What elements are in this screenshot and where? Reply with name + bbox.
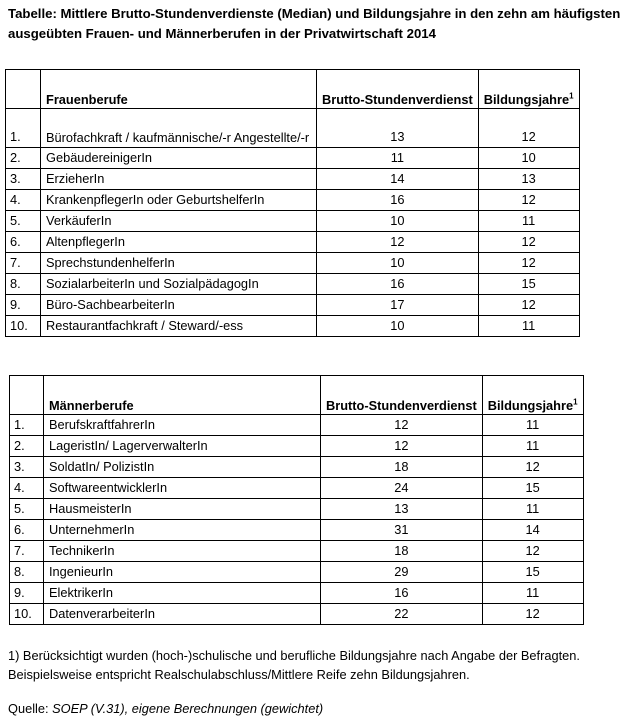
wage-cell: 12 — [321, 415, 483, 436]
job-cell: Bürofachkraft / kaufmännische/-r Angestellte/-r — [41, 109, 317, 148]
job-cell: LageristIn/ LagerverwalterIn — [44, 436, 321, 457]
source-line — [8, 699, 323, 718]
rank-header — [10, 376, 44, 415]
table-row — [10, 415, 584, 436]
education-years-cell: 11 — [482, 583, 583, 604]
rank-cell: 7. — [10, 541, 44, 562]
table-row — [10, 541, 584, 562]
table-row — [6, 109, 580, 148]
education-years-cell: 12 — [478, 190, 579, 211]
rank-cell: 2. — [6, 148, 41, 169]
job-cell: BerufskraftfahrerIn — [44, 415, 321, 436]
education-years-cell: 11 — [482, 499, 583, 520]
education-years-cell: 15 — [482, 562, 583, 583]
table-title: Tabelle: Mittlere Brutto-Stundenverdienste (Median) und Bildungsjahre in den zehn am häufigsten ausgeübten Frauen- und Männerberufen in der Privatwirtschaft 2014 — [8, 6, 621, 41]
job-cell: ErzieherIn — [41, 169, 317, 190]
wage-cell: 10 — [317, 253, 479, 274]
rank-cell: 3. — [6, 169, 41, 190]
job-cell: SoldatIn/ PolizistIn — [44, 457, 321, 478]
rank-cell: 6. — [10, 520, 44, 541]
rank-header — [6, 70, 41, 109]
wage-cell: 29 — [321, 562, 483, 583]
wage-cell: 13 — [321, 499, 483, 520]
rank-cell: 1. — [10, 415, 44, 436]
wage-cell: 12 — [321, 436, 483, 457]
education-years-cell: 13 — [478, 169, 579, 190]
rank-cell: 6. — [6, 232, 41, 253]
rank-cell: 7. — [6, 253, 41, 274]
wage-cell: 16 — [317, 190, 479, 211]
table-row — [10, 436, 584, 457]
wage-cell: 16 — [321, 583, 483, 604]
job-cell: SozialarbeiterIn und SozialpädagogIn — [41, 274, 317, 295]
job-cell: SprechstundenhelferIn — [41, 253, 317, 274]
wage-cell: 17 — [317, 295, 479, 316]
source-text: SOEP (V.31), eigene Berechnungen (gewichtet) — [52, 701, 324, 716]
education-header — [478, 70, 579, 109]
education-years-cell: 12 — [482, 541, 583, 562]
table-row — [10, 520, 584, 541]
table-row — [6, 295, 580, 316]
women-jobs-header: Frauenberufe — [41, 70, 317, 109]
wage-cell: 10 — [317, 211, 479, 232]
education-years-cell: 12 — [478, 253, 579, 274]
job-cell: ElektrikerIn — [44, 583, 321, 604]
rank-cell: 5. — [6, 211, 41, 232]
education-years-cell: 10 — [478, 148, 579, 169]
men-jobs-header: Männerberufe — [44, 376, 321, 415]
job-cell: IngenieurIn — [44, 562, 321, 583]
education-years-cell: 12 — [482, 604, 583, 625]
table-row — [10, 583, 584, 604]
education-years-cell: 15 — [482, 478, 583, 499]
rank-cell: 1. — [6, 109, 41, 148]
wage-cell: 22 — [321, 604, 483, 625]
job-cell: Büro-SachbearbeiterIn — [41, 295, 317, 316]
job-cell: Restaurantfachkraft / Steward/-ess — [41, 316, 317, 337]
wage-cell: 18 — [321, 541, 483, 562]
rank-cell: 4. — [6, 190, 41, 211]
wage-cell: 12 — [317, 232, 479, 253]
rank-cell: 9. — [10, 583, 44, 604]
job-cell: DatenverarbeiterIn — [44, 604, 321, 625]
wage-cell: 11 — [317, 148, 479, 169]
footnote-mark: 1 — [569, 91, 574, 101]
table-row — [10, 457, 584, 478]
job-cell: GebäudereinigerIn — [41, 148, 317, 169]
wage-header: Brutto-Stundenverdienst — [321, 376, 483, 415]
rank-cell: 9. — [6, 295, 41, 316]
women-occupations-table — [5, 69, 580, 337]
job-cell: TechnikerIn — [44, 541, 321, 562]
education-years-cell: 11 — [482, 436, 583, 457]
job-cell: HausmeisterIn — [44, 499, 321, 520]
education-years-cell: 12 — [478, 232, 579, 253]
table-row — [6, 274, 580, 295]
education-years-cell: 12 — [482, 457, 583, 478]
education-years-cell: 11 — [482, 415, 583, 436]
education-header-label: Bildungsjahre — [483, 92, 570, 107]
footnote-mark: 1 — [573, 397, 578, 407]
rank-cell: 3. — [10, 457, 44, 478]
wage-cell: 24 — [321, 478, 483, 499]
header-row — [6, 70, 580, 109]
education-years-cell: 11 — [478, 211, 579, 232]
table-row — [6, 190, 580, 211]
men-occupations-table — [9, 375, 584, 625]
table-row — [6, 232, 580, 253]
table-row — [6, 148, 580, 169]
education-header-label: Bildungsjahre — [487, 398, 574, 413]
job-cell: SoftwareentwicklerIn — [44, 478, 321, 499]
table-row — [6, 211, 580, 232]
education-years-cell: 11 — [478, 316, 579, 337]
table-row — [10, 562, 584, 583]
wage-cell: 18 — [321, 457, 483, 478]
rank-cell: 5. — [10, 499, 44, 520]
education-years-cell: 12 — [478, 109, 579, 148]
wage-cell: 16 — [317, 274, 479, 295]
rank-cell: 8. — [6, 274, 41, 295]
job-cell: KrankenpflegerIn oder GeburtshelferIn — [41, 190, 317, 211]
table-row — [6, 169, 580, 190]
wage-cell: 14 — [317, 169, 479, 190]
rank-cell: 10. — [6, 316, 41, 337]
rank-cell: 8. — [10, 562, 44, 583]
rank-cell: 10. — [10, 604, 44, 625]
job-cell: VerkäuferIn — [41, 211, 317, 232]
education-header — [482, 376, 583, 415]
table-row — [10, 499, 584, 520]
wage-header: Brutto-Stundenverdienst — [317, 70, 479, 109]
footnote: 1) Berücksichtigt wurden (hoch-)schulische und berufliche Bildungsjahre nach Angabe der Befragten. Beispielsweise entspricht Realschulabschluss/Mittlere Reife zehn Bildungsjahren. — [8, 648, 580, 682]
table-row — [10, 604, 584, 625]
job-cell: AltenpflegerIn — [41, 232, 317, 253]
table-row — [6, 253, 580, 274]
education-years-cell: 14 — [482, 520, 583, 541]
source-label: Quelle: — [8, 701, 49, 716]
wage-cell: 13 — [317, 109, 479, 148]
header-row — [10, 376, 584, 415]
education-years-cell: 15 — [478, 274, 579, 295]
rank-cell: 2. — [10, 436, 44, 457]
rank-cell: 4. — [10, 478, 44, 499]
wage-cell: 31 — [321, 520, 483, 541]
table-row — [10, 478, 584, 499]
education-years-cell: 12 — [478, 295, 579, 316]
job-cell: UnternehmerIn — [44, 520, 321, 541]
table-row — [6, 316, 580, 337]
wage-cell: 10 — [317, 316, 479, 337]
